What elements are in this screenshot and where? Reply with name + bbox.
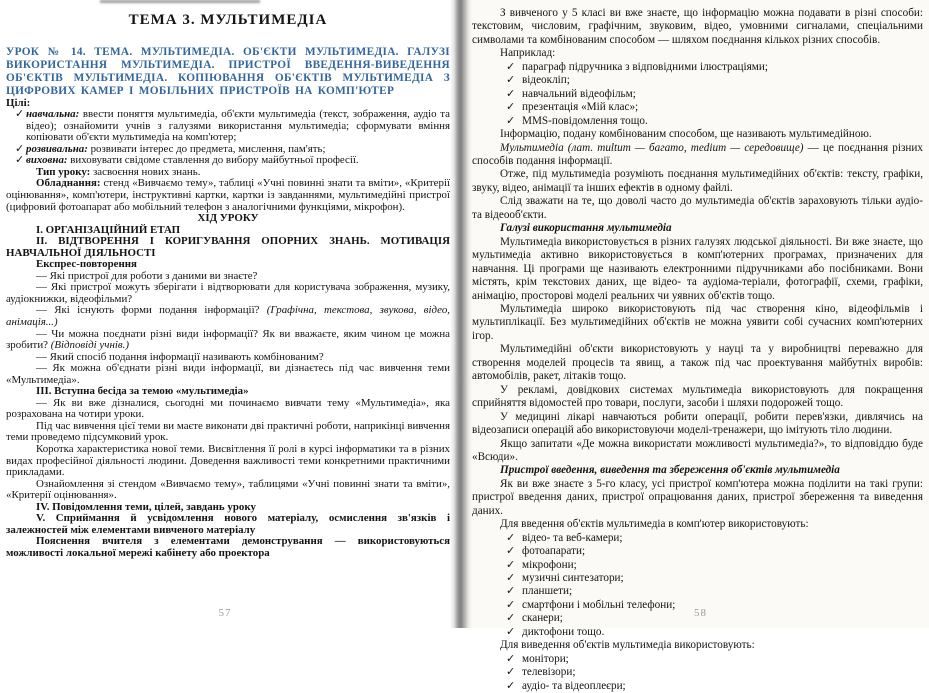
text-segment: З вивченого у 5 класі ви вже знаєте, що інформацію можна подавати в різні способи: текстовим, числовим, графічним, звуковим, відео, умовними сигналами, спеціальними символами та комбінованим способом — шляхом поєднання кількох різних способів. [472,7,923,46]
page-left [0,0,450,628]
text-segment: — це поєднання різних способів подання інформації. [472,141,923,167]
paragraph [472,47,923,60]
text-segment: Під час вивчення цієї теми ви маєте виконати дві практичні роботи, наприкінці вивчення теми проведемо підсумковий урок. [6,419,450,444]
book-spine-divider [450,0,472,628]
text-segment: мікрофони; [522,558,577,571]
example-item [472,115,923,128]
input-device-item [472,585,923,598]
text-segment: Для введення об'єктів мультимедіа в комп'ютер використовують: [500,518,809,531]
text-segment: відеокліп; [522,74,570,87]
text-segment: ХІД УРОКУ [197,212,259,225]
paragraph [6,398,450,421]
checkmark-icon: ✓ [15,154,25,167]
text-segment: Ознайомлення зі стендом «Вивчаємо тему», таблицями «Учні повинні знати та вміти», «Критерії оцінювання». [6,477,450,502]
text-segment: навчальна: [26,108,80,121]
text-segment: Якщо запитати «Де можна використати можливості мультимедіа?», то відповіддю буде «Всюди». [472,437,923,463]
text-segment: розвивати інтерес до предмета, мислення, пам'ять; [87,142,326,155]
checkmark-icon: ✓ [506,531,516,544]
text-segment: Мультимедіа широко використовують під час створення кіно, відеофільмів і мультиплікації. Без мультимедійних об'єктів не можна уявити собі сучасних комп'ютерних ігор. [472,302,923,342]
text-segment: розвивальна: [26,142,88,155]
text-segment: MMS-повідомлення тощо. [522,114,648,127]
text-segment: Для виведення об'єктів мультимедіа використовують: [500,639,755,652]
text-segment: навчальний відеофільм; [522,87,636,100]
text-segment: Обладнання: [36,177,101,190]
page-number: 57 [218,607,232,620]
checkmark-icon: ✓ [506,679,516,692]
paragraph [472,438,923,465]
checkmark-icon: ✓ [506,598,516,611]
goal-item-educational [6,109,450,144]
page-number: 58 [694,606,707,619]
text-segment: — Які пристрої для роботи з даними ви знаєте? [36,269,258,282]
input-device-item [472,572,923,585]
text-segment: монітори; [522,652,569,665]
paragraph [472,639,923,652]
text-segment: ТЕМА 3. МУЛЬТИМЕДІА [128,12,328,28]
text-segment: аудіо- та відеоплеєри; [522,679,626,692]
paragraph [472,384,923,411]
text-segment: Мультимедіа (лат. multum — багато, medium — середовище) [500,141,804,154]
checkmark-icon: ✓ [506,572,516,585]
text-segment: телевізори; [522,666,576,679]
text-segment: Наприклад: [500,47,556,60]
lesson-heading [6,46,450,98]
text-segment: — Як ви вже дізналися, сьогодні ми починаємо вивчати тему «Мультимедіа», яка розрахована на чотири уроки. [6,396,450,421]
page-right-content [472,7,923,693]
text-segment: смартфони і мобільні телефони; [522,598,676,611]
checkmark-icon: ✓ [506,612,516,625]
text-segment: сканери; [522,612,563,625]
text-segment: — Як можна об'єднати різні види інформації, ви дізнаєтесь під час вивчення теми «Мультимедіа». [6,362,450,386]
text-segment: Цілі: [6,96,31,109]
checkmark-icon: ✓ [506,101,516,114]
text-segment: планшети; [522,585,573,598]
paragraph [6,421,450,444]
input-device-item [472,545,923,558]
checkmark-icon: ✓ [506,60,516,73]
text-segment: Тип уроку: [36,165,91,178]
page-right [472,0,929,692]
question [6,305,450,328]
text-segment: Коротка характеристика нової теми. Висвітлення її ролі в курсі інформатики та в різних видах професійної діяльності людини. Доведення важливості теми конкретними практичними прикладами. [6,443,450,479]
paragraph [472,343,923,383]
paragraph [472,518,923,531]
paragraph [472,128,923,141]
text-segment: — Які пристрої можуть зберігати і відтворювати для користувача зображення, музику, аудіокнижки, відеофільми? [6,281,450,305]
text-segment: диктофони тощо. [522,625,605,638]
subheading-usage-areas [472,222,923,235]
text-segment: Експрес-повторення [36,258,137,271]
text-segment: стенд «Вивчаємо тему», таблиці «Учні повинні знати та вміти», «Критерії оцінювання», комп'ютери, інструктивні картки, картки із завданнями, мультимедійні пристрої (цифровий фотоапарат або мобільний телефон з аналогічними функціями, мікрофон). [6,177,450,213]
question [6,329,450,352]
paragraph [6,444,450,479]
text-segment: УРОК № 14. ТЕМА. МУЛЬТИМЕДІА. ОБ'ЄКТИ МУЛЬТИМЕДІА. ГАЛУЗІ ВИКОРИСТАННЯ МУЛЬТИМЕДІА. ПРИСТРОЇ ВВЕДЕННЯ-ВИВЕДЕННЯ ОБ'ЄКТІВ МУЛЬТИМЕДІА. КОПІЮВАННЯ ОБ'ЄКТІВ МУЛЬТИМЕДІА З ЦИФРОВИХ КАМЕР І МОБІЛЬНИХ ПРИСТРОЇВ НА КОМП'ЮТЕР [6,46,450,97]
text-segment: Як ви вже знаєте з 5-го класу, усі пристрої комп'ютера можна поділити на такі групи: пристрої введення даних, пристрої опрацювання даних, пристрої збереження та виведення даних. [472,477,923,517]
text-segment: V. Сприймання й усвідомлення нового матеріалу, осмислення зв'язків і залежностей між елементами вивченого матеріалу [6,512,450,536]
text-segment: IV. Повідомлення теми, цілей, завдань уроку [36,500,256,513]
text-segment: І. ОРГАНІЗАЦІЙНИЙ ЕТАП [36,223,181,236]
text-segment: відео- та веб-камери; [522,531,623,544]
text-segment: ІІІ. Вступна бесіда за темою «мультимедіа» [36,385,249,398]
checkmark-icon: ✓ [506,558,516,571]
example-item [472,61,923,74]
teacher-explanation [6,536,450,559]
text-segment: ввести поняття мультимедіа, об'єкти мультимедіа (текст, зображення, аудіо та відео); ознайомити учнів з галузями використання мультимедіа; сформувати вміння копіювати об'єкти мультимедіа на комп'ютер; [26,108,450,144]
paragraph [472,411,923,438]
text-segment: — Чи можна поєднати різні види інформації? Як ви вважаєте, яким чином це можна зробити? [6,327,450,352]
input-device-item [472,559,923,572]
subheading-io-devices [472,464,923,477]
text-segment: фотоапарати; [522,545,586,558]
checkmark-icon: ✓ [506,666,516,679]
text-segment: Мультимедіа використовується в різних галузях людської діяльності. Ви вже знаєте, що мультимедіа активно використовується в комп'ютерних програмах, призначених для навчання. Ці програми ще називають електронними підручниками або посібниками. Вони містять, крім текстових даних, ще відео- та аудіома-теріали, фотографії, схеми, графіки, анімацію, просторові моделі реальних чи уявних об'єктів тощо. [472,235,923,302]
paragraph [472,236,923,303]
text-segment: (Графічна, текстова, звукова, відео, анімація...) [6,304,450,329]
text-segment: Слід зважати на те, що доволі часто до мультимедіа об'єктів зараховують тільки аудіо- та відеооб'єкти. [472,195,923,221]
text-segment: Мультимедійні об'єкти використовують у науці та у виробництві переважно для створення моделей процесів та явищ, а також під час проектування майбутніх виробів: автомобілів, ракет, літаків тощо. [472,343,923,383]
example-item [472,74,923,87]
input-device-item [472,532,923,545]
text-segment: Галузі використання мультимедіа [500,222,672,235]
text-segment: (Відповіді учнів.) [50,339,129,352]
checkmark-icon: ✓ [506,74,516,87]
example-item [472,101,923,114]
checkmark-icon: ✓ [506,87,516,100]
output-device-item [472,653,923,666]
text-segment: Пояснення вчителя з елементами демонстрування — використовуються можливості локальної мережі кабінету або проектора [6,535,450,559]
text-segment: — Які існують форми подання інформації? [36,304,267,317]
checkmark-icon: ✓ [506,625,516,638]
page-left-content [6,12,450,560]
stage-heading-2 [6,236,450,259]
paragraph [472,478,923,518]
paragraph [472,7,923,47]
paragraph [472,195,923,222]
checkmark-icon: ✓ [15,108,25,121]
text-segment: музичні синтезатори; [522,572,624,585]
goal-item-upbringing [6,155,450,167]
output-device-item [472,666,923,679]
text-segment: Отже, під мультимедіа розуміють поєднання мультимедійних об'єктів: тексту, графіки, звуку, відео, анімації та інших ефектів в одному файлі. [472,168,923,194]
question [6,363,450,386]
text-segment: параграф підручника з відповідними ілюстраціями; [522,60,768,73]
text-segment: презентація «Мій клас»; [522,101,639,114]
paragraph [472,303,923,343]
text-segment: — Який спосіб подання інформації називають комбінованим? [36,350,324,363]
checkmark-icon: ✓ [506,652,516,665]
output-device-item [472,680,923,693]
paragraph [472,168,923,195]
scan-artifact [100,0,260,3]
text-segment: У медицині лікарі навчаються робити операції, робити перев'язки, дивлячись на відеозаписи операцій або використовуючи моделі-тренажери, що імітують тіло людини. [472,410,923,437]
text-segment: Інформацію, подану комбінованим способом, ще називають мультимедійною. [500,128,872,141]
text-segment: виховувати свідоме ставлення до вибору майбутньої професії. [67,154,359,167]
text-segment: ІІ. ВІДТВОРЕННЯ І КОРИГУВАННЯ ОПОРНИХ ЗНАНЬ. МОТИВАЦІЯ НАВЧАЛЬНОЇ ДІЯЛЬНОСТІ [6,235,450,259]
equipment [6,178,450,213]
stage-heading-5 [6,513,450,536]
definition [472,142,923,169]
text-segment: виховна: [26,154,68,167]
text-segment: Пристрої введення, виведення та збереження об'єктів мультимедіа [500,464,840,477]
checkmark-icon: ✓ [506,585,516,598]
text-segment: засвоєння нових знань. [90,165,201,178]
paragraph [6,479,450,502]
question [6,282,450,305]
example-item [472,88,923,101]
checkmark-icon: ✓ [506,545,516,558]
chapter-title [6,12,450,28]
checkmark-icon: ✓ [506,114,516,127]
text-segment: У рекламі, довідкових системах мультимедіа використовують для покращення сприйняття відомостей про товари, послуги, засоби і шляхи подорожей тощо. [472,383,923,410]
checkmark-icon: ✓ [15,142,25,155]
